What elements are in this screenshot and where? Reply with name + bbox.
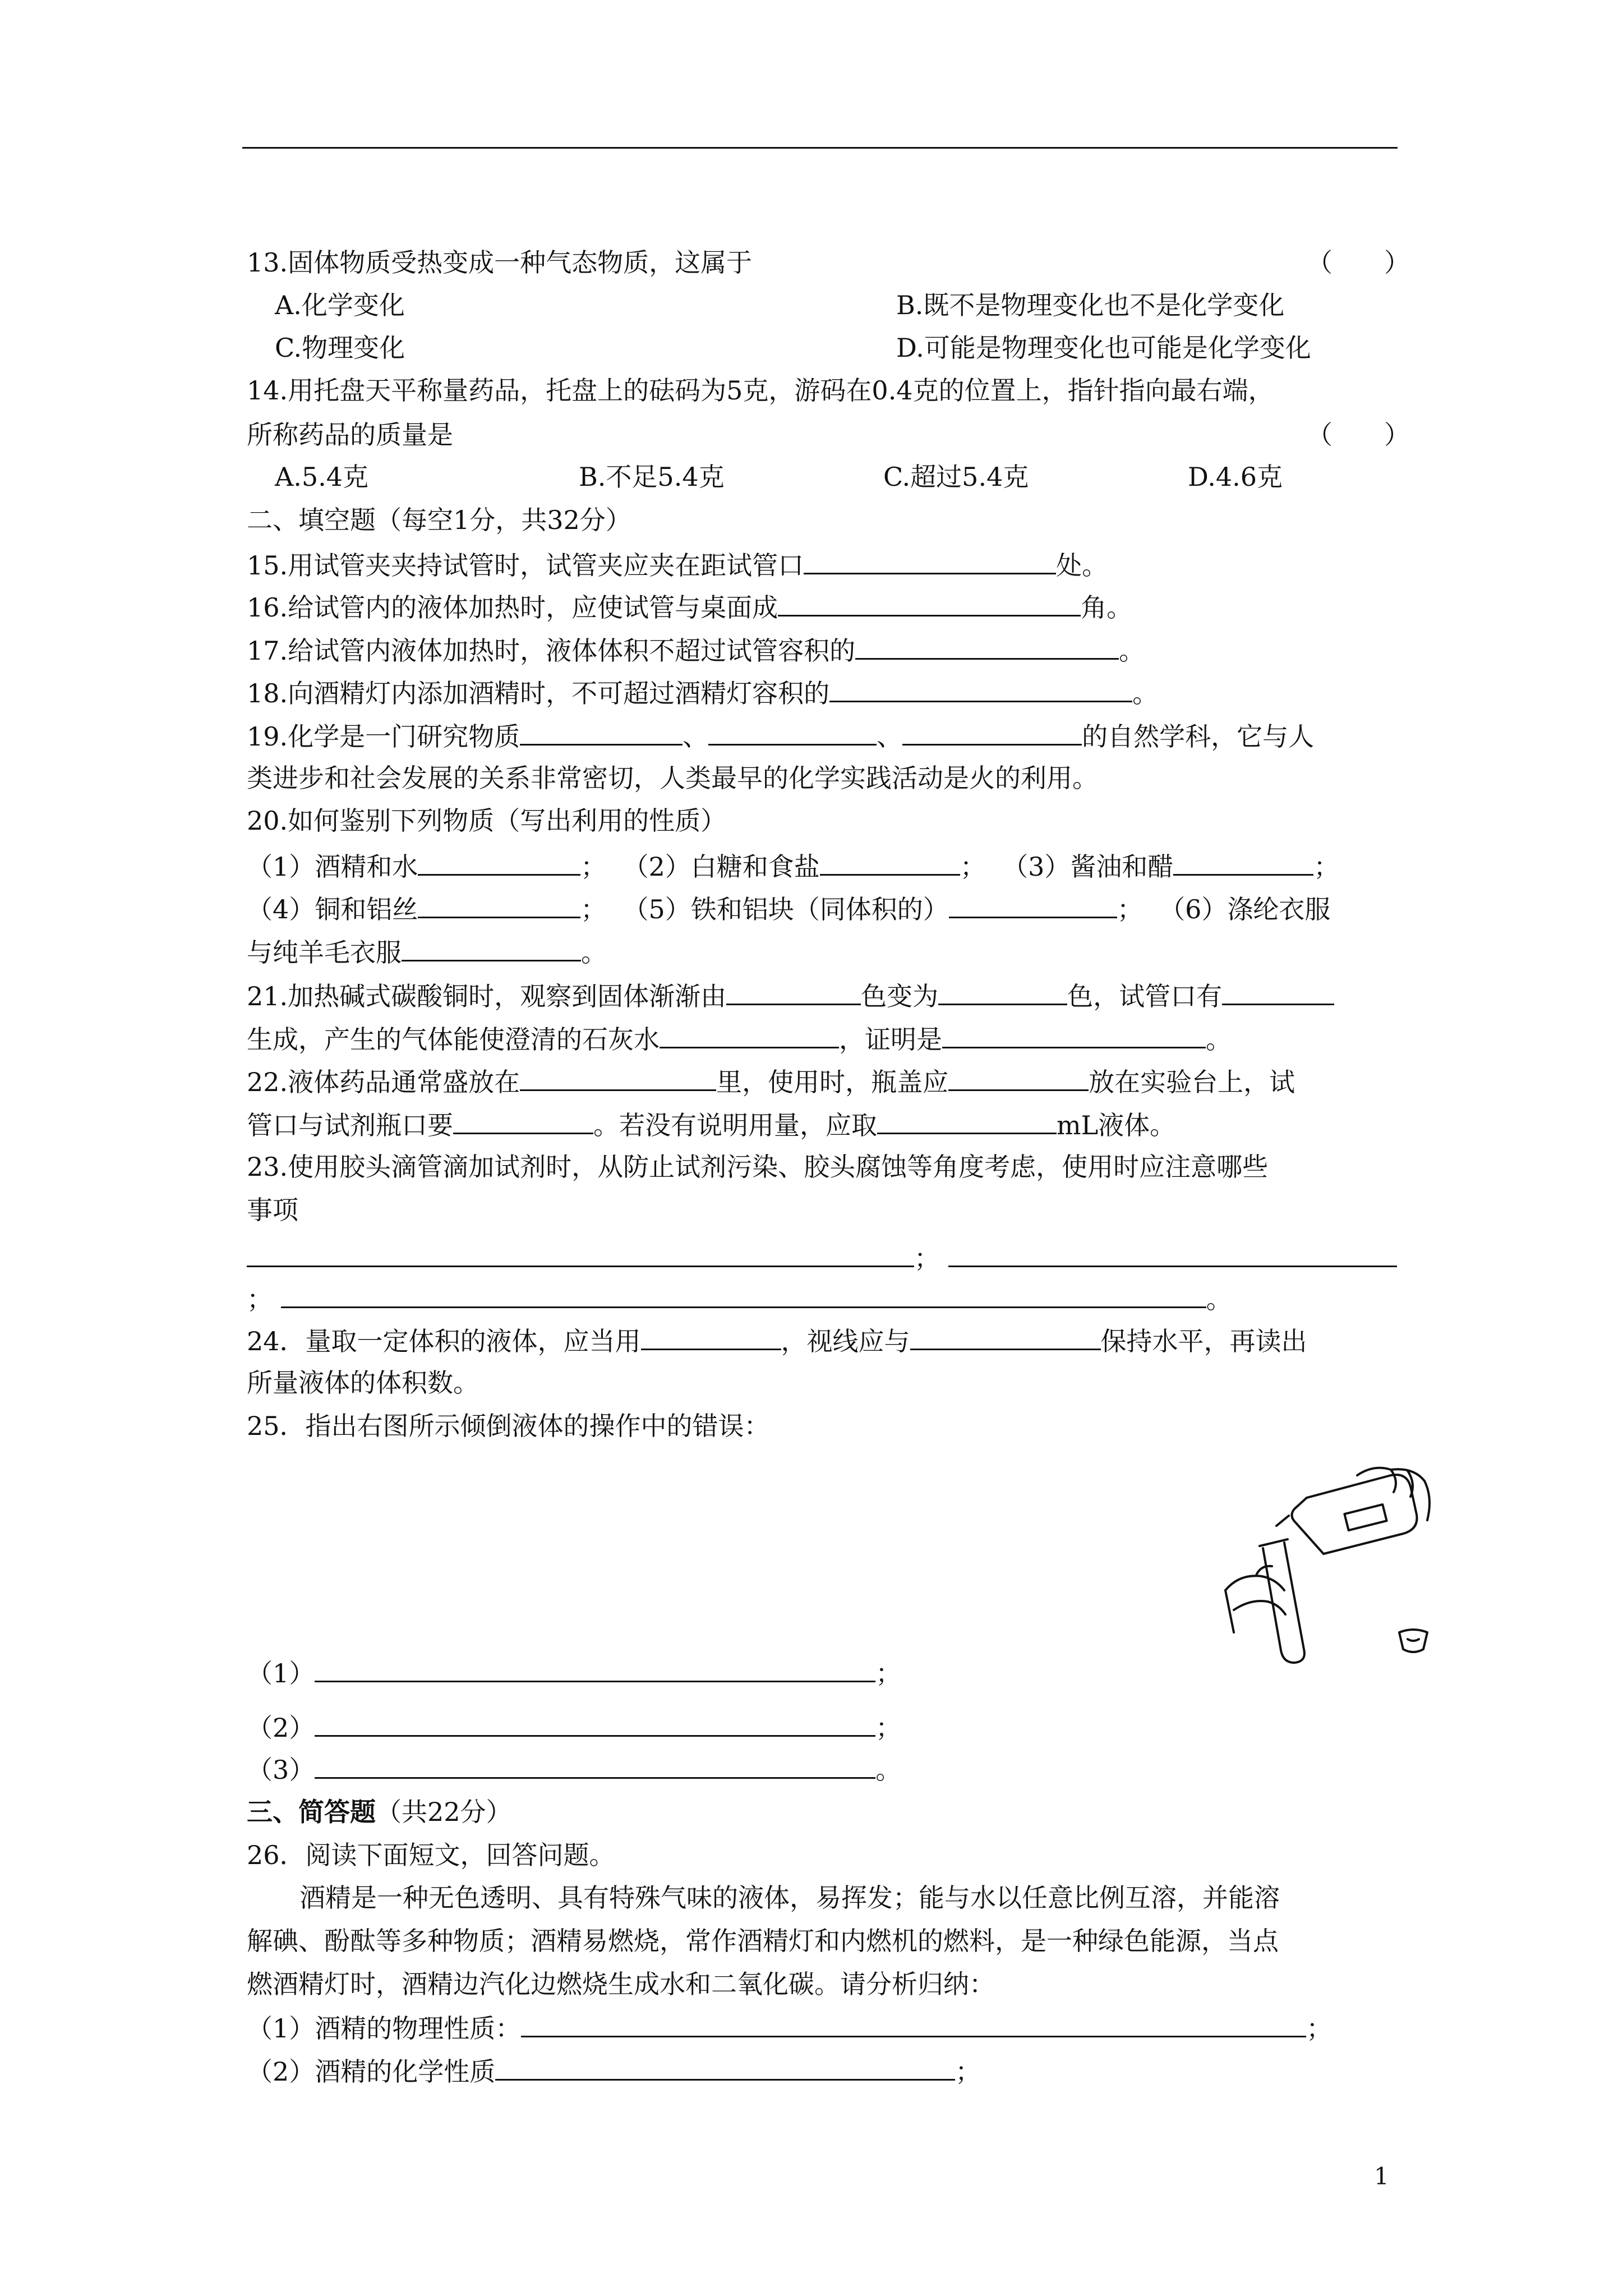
q13-option-c: C.物理变化 <box>275 333 405 363</box>
q17: 17.给试管内液体加热时，液体体积不超过试管容积的 。 <box>247 632 1145 668</box>
q26-answer-1: （1）酒精的物理性质： ； <box>247 2010 1332 2045</box>
q19-blank-3[interactable] <box>902 718 1082 746</box>
q13-option-a: A.化学变化 <box>275 290 405 320</box>
q23-blank-1[interactable] <box>247 1240 914 1267</box>
q26-answer-2: （2）酒精的化学性质 ； <box>247 2053 981 2088</box>
q23-blank-2[interactable] <box>948 1240 1397 1267</box>
q21-line2: 生成，产生的气体能使澄清的石灰水 ，证明是 。 <box>247 1021 1232 1056</box>
q22-line1: 22.液体药品通常盛放在 里，使用时，瓶盖应 放在实验台上，试 <box>247 1064 1295 1099</box>
q20-blank-1[interactable] <box>418 848 580 876</box>
q20-row2: （4）铜和铝丝 ； （5）铁和铝块（同体积的） ； （6）涤纶衣服 <box>247 891 1330 926</box>
q19-blank-1[interactable] <box>520 718 683 746</box>
q19-line1: 19.化学是一门研究物质 、 、 的自然学科，它与人 <box>247 718 1314 753</box>
q15-blank[interactable] <box>804 547 1056 574</box>
q14-answer-paren: （ ） <box>1307 420 1410 450</box>
q20-blank-6[interactable] <box>402 934 581 961</box>
q20-stem: 20.如何鉴别下列物质（写出利用的性质） <box>247 806 727 836</box>
q22-blank-4[interactable] <box>877 1107 1057 1134</box>
q20-row1: （1）酒精和水 ； （2）白糖和食盐 ； （3）酱油和醋 ； <box>247 848 1339 884</box>
q26-stem: 26．阅读下面短文，回答问题。 <box>247 1840 615 1870</box>
q14-stem2: 所称药品的质量是 <box>247 420 453 450</box>
pouring-liquid-figure <box>1223 1464 1436 1666</box>
q20-row3: 与纯羊毛衣服 。 <box>247 934 607 969</box>
q25-blank-1[interactable] <box>315 1655 875 1682</box>
page-number: 1 <box>1374 2162 1389 2190</box>
section-short-answer-heading: 三、简答题（共22分） <box>247 1797 512 1827</box>
q23-line1: 23.使用胶头滴管滴加试剂时，从防止试剂污染、胶头腐蚀等角度考虑，使用时应注意哪些 <box>247 1152 1269 1182</box>
q21-blank-5[interactable] <box>942 1021 1206 1048</box>
q21-blank-4[interactable] <box>660 1021 839 1048</box>
q23-line2: 事项 <box>247 1195 298 1225</box>
q20-blank-5[interactable] <box>949 891 1117 918</box>
q23-answer-row2: ； 。 <box>247 1281 1232 1316</box>
q15: 15.用试管夹夹持试管时，试管夹应夹在距试管口 处。 <box>247 547 1108 582</box>
q18: 18.向酒精灯内添加酒精时，不可超过酒精灯容积的 。 <box>247 675 1158 710</box>
q20-blank-2[interactable] <box>820 848 960 876</box>
q21-line1: 21.加热碱式碳酸铜时，观察到固体渐渐由 色变为 色，试管口有 <box>247 978 1334 1013</box>
q25-answer-2: （2） ； <box>247 1709 901 1745</box>
q22-blank-3[interactable] <box>453 1107 593 1134</box>
q19-blank-2[interactable] <box>708 718 877 746</box>
q17-blank[interactable] <box>855 632 1119 660</box>
q25-blank-3[interactable] <box>315 1751 875 1779</box>
q21-blank-1[interactable] <box>726 978 861 1005</box>
q22-line2: 管口与试剂瓶口要 。若没有说明用量，应取 mL液体。 <box>247 1107 1175 1142</box>
q24-line2: 所量液体的体积数。 <box>247 1368 479 1398</box>
q24-line1: 24．量取一定体积的液体，应当用 ，视线应与 保持水平，再读出 <box>247 1323 1307 1358</box>
q13-answer-paren: （ ） <box>1307 247 1410 278</box>
q20-blank-4[interactable] <box>418 891 580 918</box>
q26-passage-3: 燃酒精灯时，酒精边汽化边燃烧生成水和二氧化碳。请分析归纳： <box>247 1969 995 1999</box>
q25-stem: 25．指出右图所示倾倒液体的操作中的错误： <box>247 1411 770 1441</box>
q14-stem: 14.用托盘天平称量药品，托盘上的砝码为5克，游码在0.4克的位置上，指针指向最右端， <box>247 375 1274 406</box>
q23-blank-3[interactable] <box>281 1281 1206 1308</box>
q13-option-d: D.可能是物理变化也可能是化学变化 <box>896 333 1311 363</box>
q24-blank-2[interactable] <box>910 1323 1101 1350</box>
q13-option-b: B.既不是物理变化也不是化学变化 <box>896 290 1285 320</box>
q21-blank-2[interactable] <box>938 978 1067 1005</box>
q21-blank-3[interactable] <box>1222 978 1334 1005</box>
q24-blank-1[interactable] <box>641 1323 781 1350</box>
q26-blank-2[interactable] <box>495 2053 955 2081</box>
q25-answer-3: （3） 。 <box>247 1751 901 1787</box>
q25-blank-2[interactable] <box>315 1709 875 1737</box>
q16-blank[interactable] <box>778 589 1081 616</box>
q26-passage-2: 解碘、酚酞等多种物质；酒精易燃烧，常作酒精灯和内燃机的燃料，是一种绿色能源，当点 <box>247 1926 1279 1956</box>
q14-option-c: C.超过5.4克 <box>883 462 1029 492</box>
q26-blank-1[interactable] <box>521 2010 1306 2037</box>
section-fill-in-heading: 二、填空题（每空1分，共32分） <box>247 505 631 535</box>
q25-answer-1: （1） ； <box>247 1655 901 1690</box>
q23-answer-row1: ； <box>247 1240 1397 1275</box>
q13-stem: 13.固体物质受热变成一种气态物质，这属于 <box>247 247 753 278</box>
q18-blank[interactable] <box>829 675 1132 702</box>
header-rule <box>242 147 1398 149</box>
q14-option-d: D.4.6克 <box>1188 462 1283 492</box>
q26-passage-1: 酒精是一种无色透明、具有特殊气味的液体，易挥发；能与水以任意比例互溶，并能溶 <box>299 1883 1280 1913</box>
q22-blank-1[interactable] <box>520 1064 716 1091</box>
q20-blank-3[interactable] <box>1173 848 1313 876</box>
q14-option-a: A.5.4克 <box>275 462 368 492</box>
q14-option-b: B.不足5.4克 <box>579 462 725 492</box>
q16: 16.给试管内的液体加热时，应使试管与桌面成 角。 <box>247 589 1132 624</box>
q19-line2: 类进步和社会发展的关系非常密切，人类最早的化学实践活动是火的利用。 <box>247 763 1098 793</box>
q22-blank-2[interactable] <box>948 1064 1089 1091</box>
